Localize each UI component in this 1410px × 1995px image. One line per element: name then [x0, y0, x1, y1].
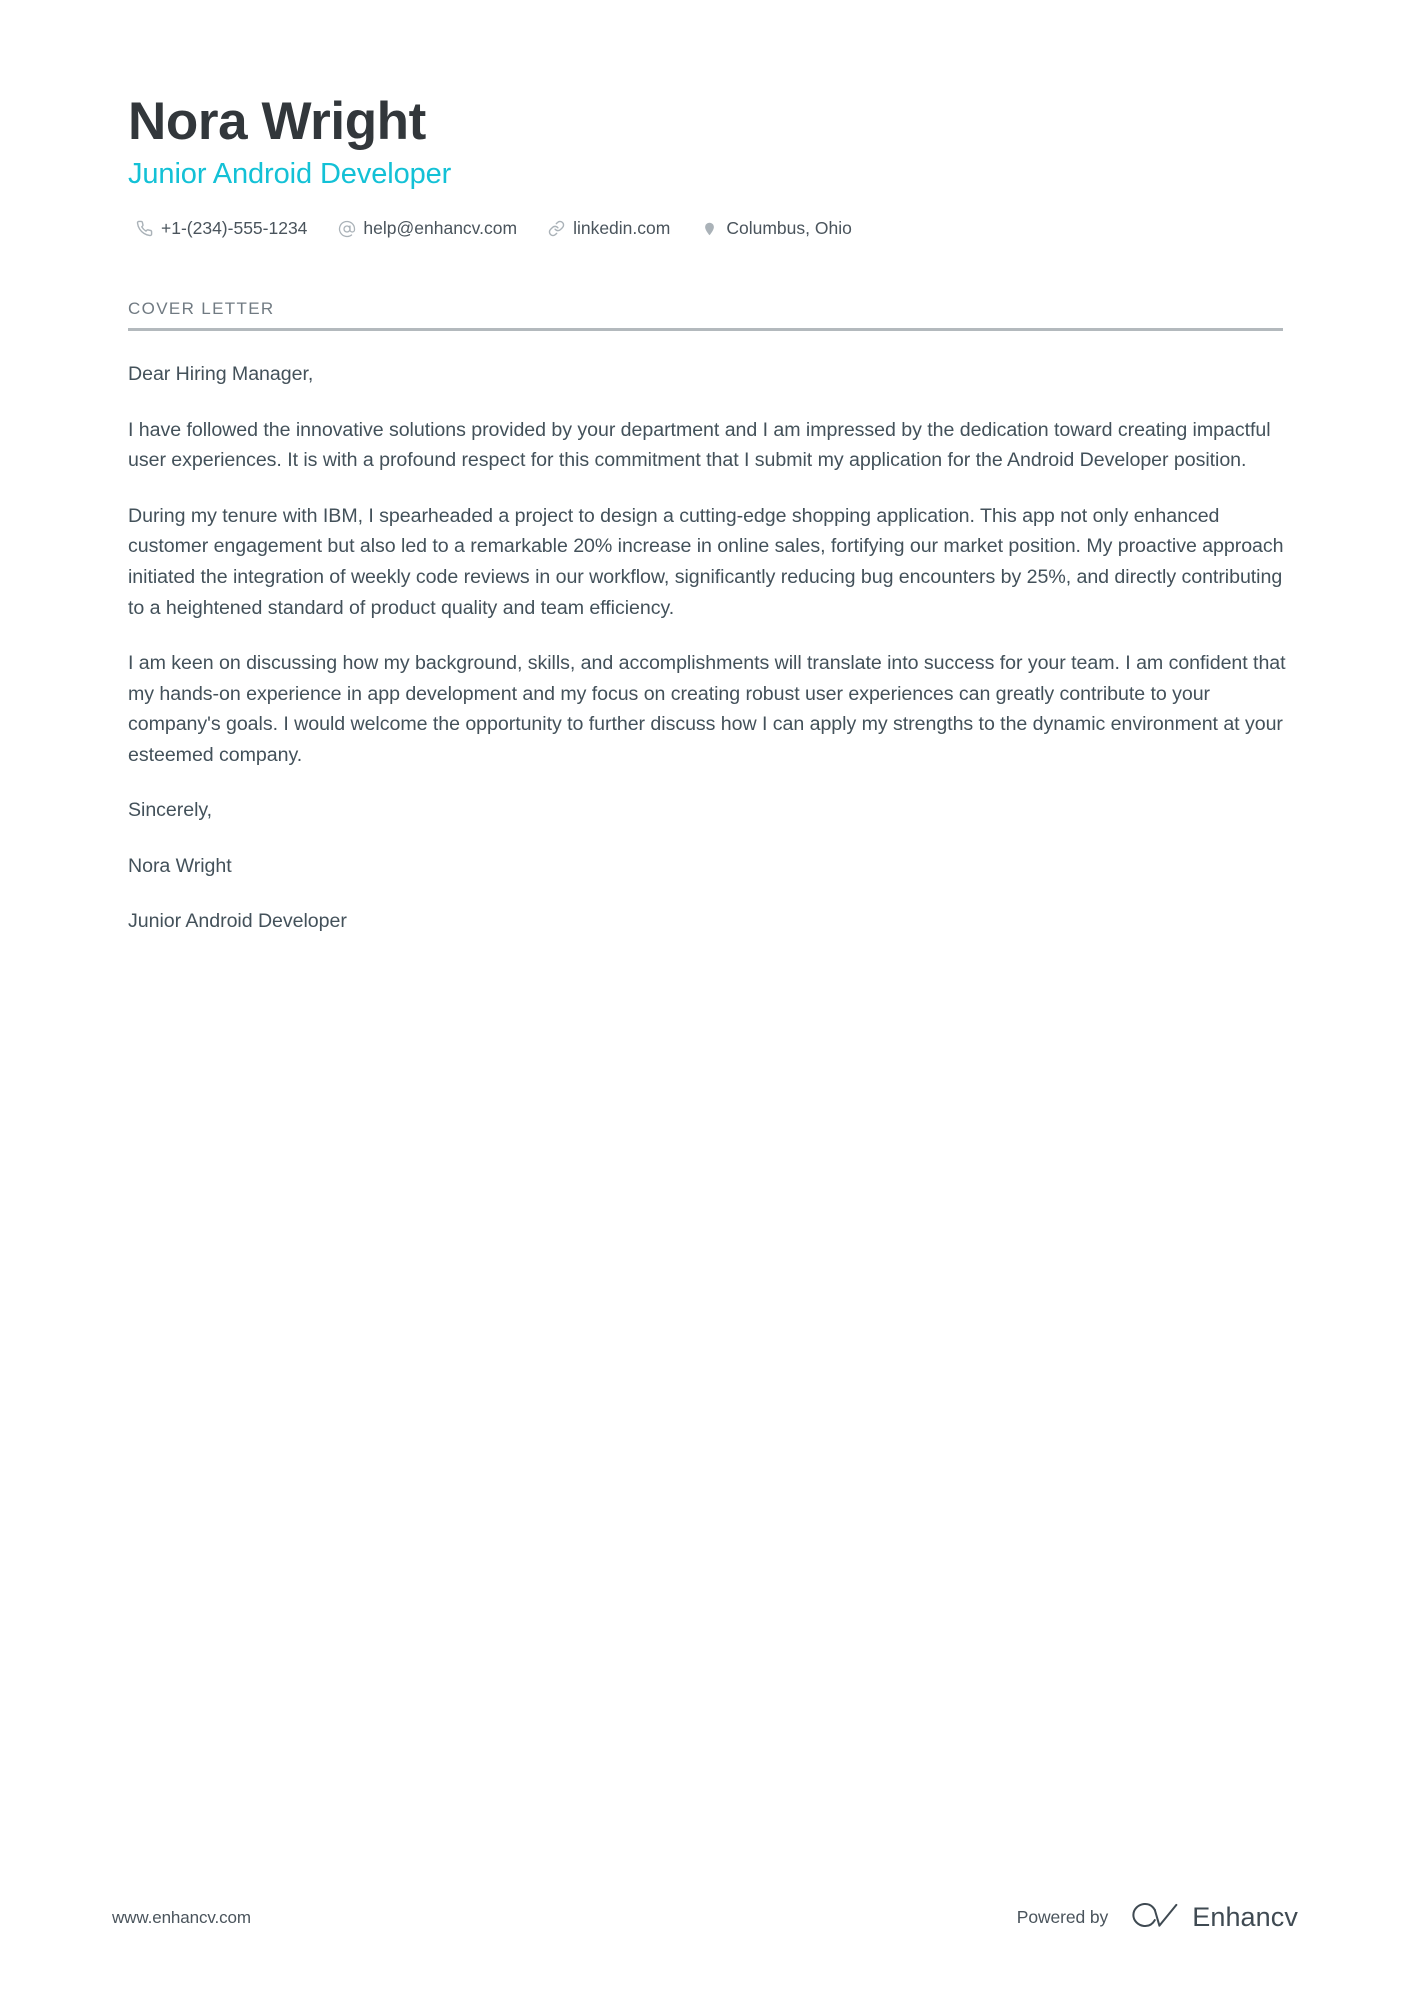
letter-signature-name: Nora Wright: [128, 854, 232, 877]
contact-phone-label: +1-(234)-555-1234: [161, 218, 308, 239]
letter-salutation: Dear Hiring Manager,: [128, 363, 314, 386]
phone-icon: [135, 219, 154, 238]
page-content: [0, 0, 1410, 937]
location-pin-icon: [700, 219, 719, 238]
section-divider: [128, 328, 1283, 331]
page-footer: [0, 1902, 1410, 1933]
document-header: [128, 92, 1282, 239]
enhancv-wordmark: Enhancv: [1192, 1902, 1298, 1932]
letter-paragraph-2: During my tenure with IBM, I spearheaded a project to design a cutting-edge shopping application. This app not only enhanced customer engagement but also led to a remarkable 20% increase in online sales, fortifying our market position. My proactive approach initiated the integration of weekly code reviews in our workflow, significantly reducing bug encounters by 25%, and directly contributing to a heightened standard of product quality and team efficiency.: [128, 504, 1284, 619]
section-heading: COVER LETTER: [128, 299, 275, 319]
job-title: Junior Android Developer: [128, 158, 452, 191]
cover-letter-section: [128, 299, 1286, 937]
letter-paragraph-3: I am keen on discussing how my background, skills, and accomplishments will translate into success for your team. I am confident that my hands-on experience in app development and my focus on creating robust user experiences can greatly contribute to your company's goals. I would welcome the opportunity to further discuss how I can apply my strengths to the dynamic environment at your esteemed company.: [128, 652, 1286, 766]
contact-phone[interactable]: [135, 218, 307, 239]
letter-signature-title: Junior Android Developer: [128, 910, 347, 933]
powered-by-label: Powered by: [1016, 1907, 1109, 1927]
contact-linkedin[interactable]: [547, 218, 670, 239]
contact-info-row: [128, 218, 1282, 239]
contact-email-label: help@enhancv.com: [363, 218, 518, 239]
contact-email[interactable]: [337, 218, 517, 239]
enhancv-logo[interactable]: [1130, 1902, 1298, 1933]
page-title: Nora Wright: [128, 92, 426, 151]
footer-website-link[interactable]: www.enhancv.com: [112, 1907, 251, 1927]
contact-location: [700, 218, 851, 239]
letter-paragraph-1: I have followed the innovative solutions provided by your department and I am impressed by the dedication toward creating impactful user experiences. It is with a profound respect for this commitment that I submit my application for the Android Developer position.: [128, 418, 1271, 472]
letter-closing: Sincerely,: [128, 799, 213, 822]
contact-linkedin-label: linkedin.com: [573, 218, 671, 239]
link-icon: [547, 219, 566, 238]
email-icon: [337, 219, 356, 238]
enhancv-mark-icon: [1130, 1902, 1180, 1933]
footer-branding: [1017, 1902, 1298, 1933]
contact-location-label: Columbus, Ohio: [726, 218, 852, 239]
letter-body: [128, 359, 1288, 937]
